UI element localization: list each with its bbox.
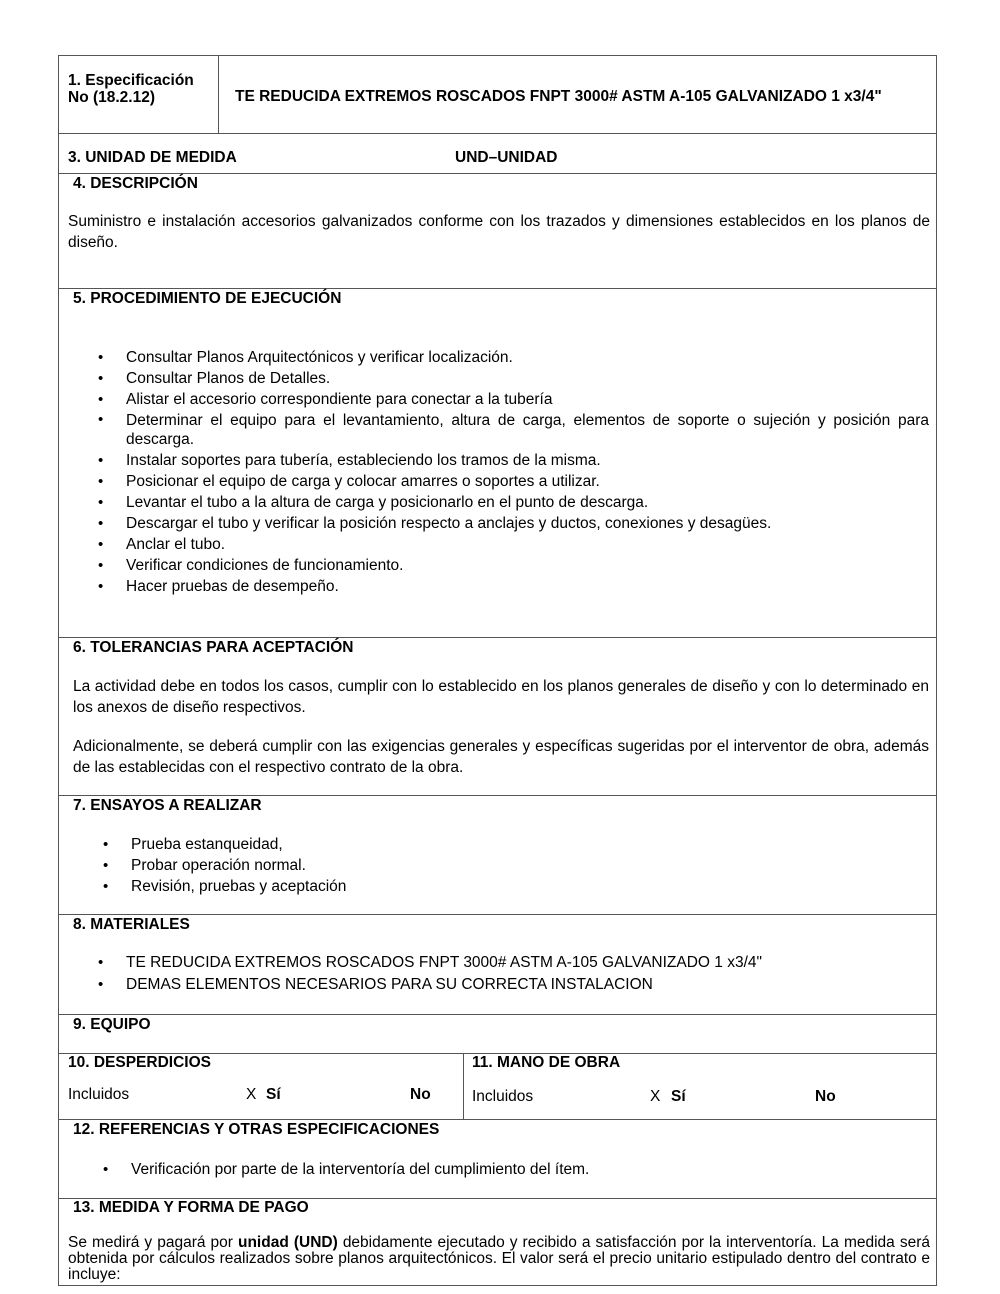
- tests-heading: 7. ENSAYOS A REALIZAR: [73, 797, 262, 814]
- labor-no-option: No: [815, 1088, 836, 1105]
- waste-yes-option: Sí: [266, 1086, 281, 1103]
- unit-label: 3. UNIDAD DE MEDIDA: [68, 149, 237, 166]
- description-section: [59, 174, 936, 289]
- tolerances-paragraph-1: La actividad debe en todos los casos, cumplir con lo establecido en los planos generales de diseño y con lo determinado en los anexos de diseño respectivos.: [73, 678, 929, 716]
- list-item: • Anclar el tubo.: [126, 534, 929, 555]
- list-item: • Verificación por parte de la interventoría del cumplimiento del ítem.: [131, 1159, 589, 1180]
- spec-label: 1. Especificación No (18.2.12): [68, 72, 194, 106]
- list-item: • Instalar soportes para tubería, estableciendo los tramos de la misma.: [126, 450, 929, 471]
- spec-label-cell: [59, 56, 219, 133]
- list-item: • Probar operación normal.: [131, 855, 346, 876]
- references-list: [131, 1159, 589, 1180]
- procedure-heading: 5. PROCEDIMIENTO DE EJECUCIÓN: [73, 290, 342, 307]
- labor-yes-option: Sí: [671, 1088, 686, 1105]
- list-item: • Determinar el equipo para el levantamiento, altura de carga, elementos de soporte o sujeción y posición para descarga.: [126, 410, 929, 450]
- waste-labor-row: [59, 1054, 936, 1120]
- spec-header-row: [59, 56, 936, 134]
- list-item: • DEMAS ELEMENTOS NECESARIOS PARA SU CORRECTA INSTALACION: [126, 974, 762, 995]
- payment-heading: 13. MEDIDA Y FORMA DE PAGO: [73, 1199, 309, 1216]
- references-section: [59, 1120, 936, 1199]
- materials-list: [126, 952, 762, 995]
- waste-cell: [59, 1054, 464, 1119]
- waste-mark: X: [246, 1086, 257, 1103]
- tests-list: [131, 834, 346, 897]
- references-heading: 12. REFERENCIAS Y OTRAS ESPECIFICACIONES: [73, 1121, 440, 1138]
- spec-title: TE REDUCIDA EXTREMOS ROSCADOS FNPT 3000# ASTM A-105 GALVANIZADO 1 x3/4": [235, 88, 882, 105]
- unit-value: UND–UNIDAD: [455, 149, 558, 166]
- payment-unit: unidad (UND): [238, 1234, 338, 1251]
- waste-no-option: No: [410, 1086, 431, 1103]
- list-item: • Hacer pruebas de desempeño.: [126, 576, 929, 597]
- list-item: • Alistar el accesorio correspondiente para conectar a la tubería: [126, 389, 929, 410]
- equipment-section: [59, 1015, 936, 1054]
- unit-row: [59, 134, 936, 174]
- labor-mark: X: [650, 1088, 661, 1105]
- description-heading: 4. DESCRIPCIÓN: [73, 175, 198, 192]
- list-item: • Prueba estanqueidad,: [131, 834, 346, 855]
- procedure-section: [59, 289, 936, 638]
- payment-section: [59, 1199, 936, 1285]
- payment-text: Se medirá y pagará por unidad (UND) debidamente ejecutado y recibido a satisfacción por la interventoría. La medida será obtenida por cálculos realizados sobre planos arquitectónicos. El valor será el precio unitario estipulado dentro del contrato e incluye:: [68, 1234, 930, 1283]
- list-item: • Revisión, pruebas y aceptación: [131, 876, 346, 897]
- labor-label: Incluidos: [472, 1088, 534, 1105]
- labor-cell: [464, 1054, 936, 1119]
- tolerances-heading: 6. TOLERANCIAS PARA ACEPTACIÓN: [73, 639, 354, 656]
- list-item: • Consultar Planos Arquitectónicos y verificar localización.: [126, 347, 929, 368]
- list-item: • TE REDUCIDA EXTREMOS ROSCADOS FNPT 3000# ASTM A-105 GALVANIZADO 1 x3/4": [126, 952, 762, 973]
- list-item: • Posicionar el equipo de carga y colocar amarres o soportes a utilizar.: [126, 471, 929, 492]
- materials-section: [59, 915, 936, 1015]
- waste-label: Incluidos: [68, 1086, 130, 1103]
- procedure-list: [126, 347, 929, 597]
- labor-heading: 11. MANO DE OBRA: [472, 1054, 621, 1071]
- list-item: • Consultar Planos de Detalles.: [126, 368, 929, 389]
- tolerances-paragraph-2: Adicionalmente, se deberá cumplir con las exigencias generales y específicas sugeridas por el interventor de obra, además de las establecidas con el respectivo contrato de la obra.: [73, 738, 929, 776]
- specification-sheet: [58, 55, 937, 1286]
- list-item: • Descargar el tubo y verificar la posición respecto a anclajes y ductos, conexiones y desagües.: [126, 513, 929, 534]
- list-item: • Verificar condiciones de funcionamiento.: [126, 555, 929, 576]
- equipment-heading: 9. EQUIPO: [73, 1016, 151, 1033]
- materials-heading: 8. MATERIALES: [73, 916, 190, 933]
- waste-heading: 10. DESPERDICIOS: [68, 1054, 211, 1071]
- list-item: • Levantar el tubo a la altura de carga y posicionarlo en el punto de descarga.: [126, 492, 929, 513]
- tolerances-section: [59, 638, 936, 796]
- tests-section: [59, 796, 936, 915]
- description-text: Suministro e instalación accesorios galvanizados conforme con los trazados y dimensiones establecidos en los planos de diseño.: [68, 213, 930, 251]
